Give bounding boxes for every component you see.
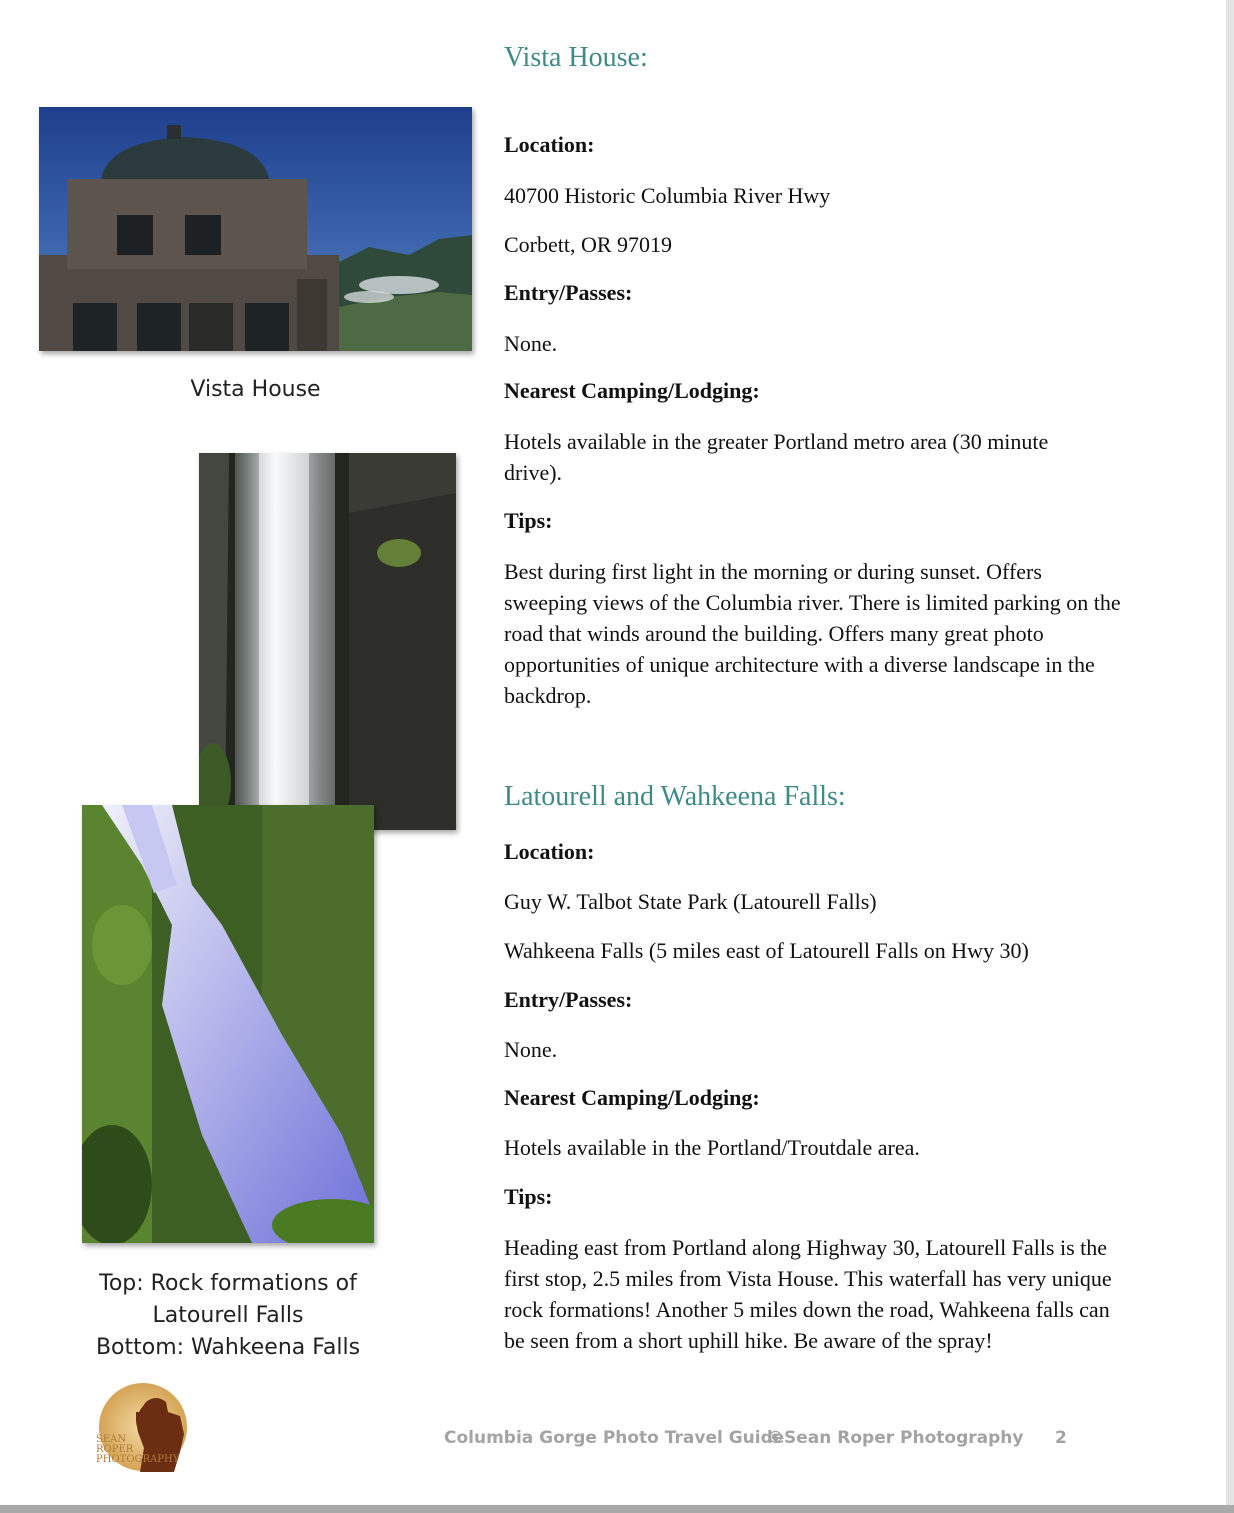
sean-roper-photography-logo xyxy=(88,1382,198,1472)
camping-value: Hotels available in the greater Portland metro area (30 minute drive). xyxy=(504,429,1049,485)
svg-text:PHOTOGRAPHY: PHOTOGRAPHY xyxy=(96,1454,180,1465)
section-title-latourell-wahkeena: Latourell and Wahkeena Falls: xyxy=(504,781,846,812)
location-line-2: Wahkeena Falls (5 miles east of Latourell Falls on Hwy 30) xyxy=(504,938,1029,963)
tips-value: Best during first light in the morning or during sunset. Offers sweeping views of the Columbia river. There is limited parking on the road that winds around the building. Offers many great photo opportunities of unique architecture with a diverse landscape in the backdrop. xyxy=(504,559,1121,708)
entry-label: Entry/Passes: xyxy=(504,280,633,305)
entry-label: Entry/Passes: xyxy=(504,987,633,1012)
address-line-2: Corbett, OR 97019 xyxy=(504,232,673,257)
tips-label: Tips: xyxy=(504,508,553,533)
location-label: Location: xyxy=(504,839,595,864)
address-line-1: 40700 Historic Columbia River Hwy xyxy=(504,183,831,208)
wahkeena-falls-photo xyxy=(82,805,374,1243)
camping-label: Nearest Camping/Lodging: xyxy=(504,378,760,403)
latourell-falls-photo xyxy=(199,453,456,830)
vista-house-caption: Vista House xyxy=(190,377,321,402)
entry-value: None. xyxy=(504,1037,558,1062)
page-edge-right xyxy=(1226,0,1234,1513)
page-edge-bottom xyxy=(0,1505,1234,1513)
falls-caption-line-1: Top: Rock formations of xyxy=(99,1271,357,1296)
camping-value: Hotels available in the Portland/Troutdale area. xyxy=(504,1135,920,1160)
falls-caption-line-3: Bottom: Wahkeena Falls xyxy=(95,1335,361,1360)
location-label: Location: xyxy=(504,132,595,157)
vista-house-photo xyxy=(39,107,472,351)
falls-caption-line-2: Latourell Falls xyxy=(152,1303,304,1328)
footer-copyright: ©Sean Roper Photography xyxy=(767,1428,1024,1448)
tips-label: Tips: xyxy=(504,1184,553,1209)
location-line-1: Guy W. Talbot State Park (Latourell Falls) xyxy=(504,889,877,914)
footer-guide-title: Columbia Gorge Photo Travel Guide xyxy=(444,1428,785,1448)
svg-text:SEAN: SEAN xyxy=(96,1434,127,1445)
tips-value: Heading east from Portland along Highway 30, Latourell Falls is the first stop, 2.5 miles from Vista House. This waterfall has very unique rock formations! Another 5 miles down the road, Wahkeena falls can be seen from a short uphill hike. Be aware of the spray! xyxy=(504,1235,1112,1353)
entry-value: None. xyxy=(504,331,558,356)
page-number: 2 xyxy=(1055,1428,1067,1448)
section-title-vista-house: Vista House: xyxy=(504,42,648,73)
camping-label: Nearest Camping/Lodging: xyxy=(504,1085,760,1110)
falls-caption xyxy=(40,1268,416,1364)
svg-text:ROPER: ROPER xyxy=(96,1444,134,1455)
